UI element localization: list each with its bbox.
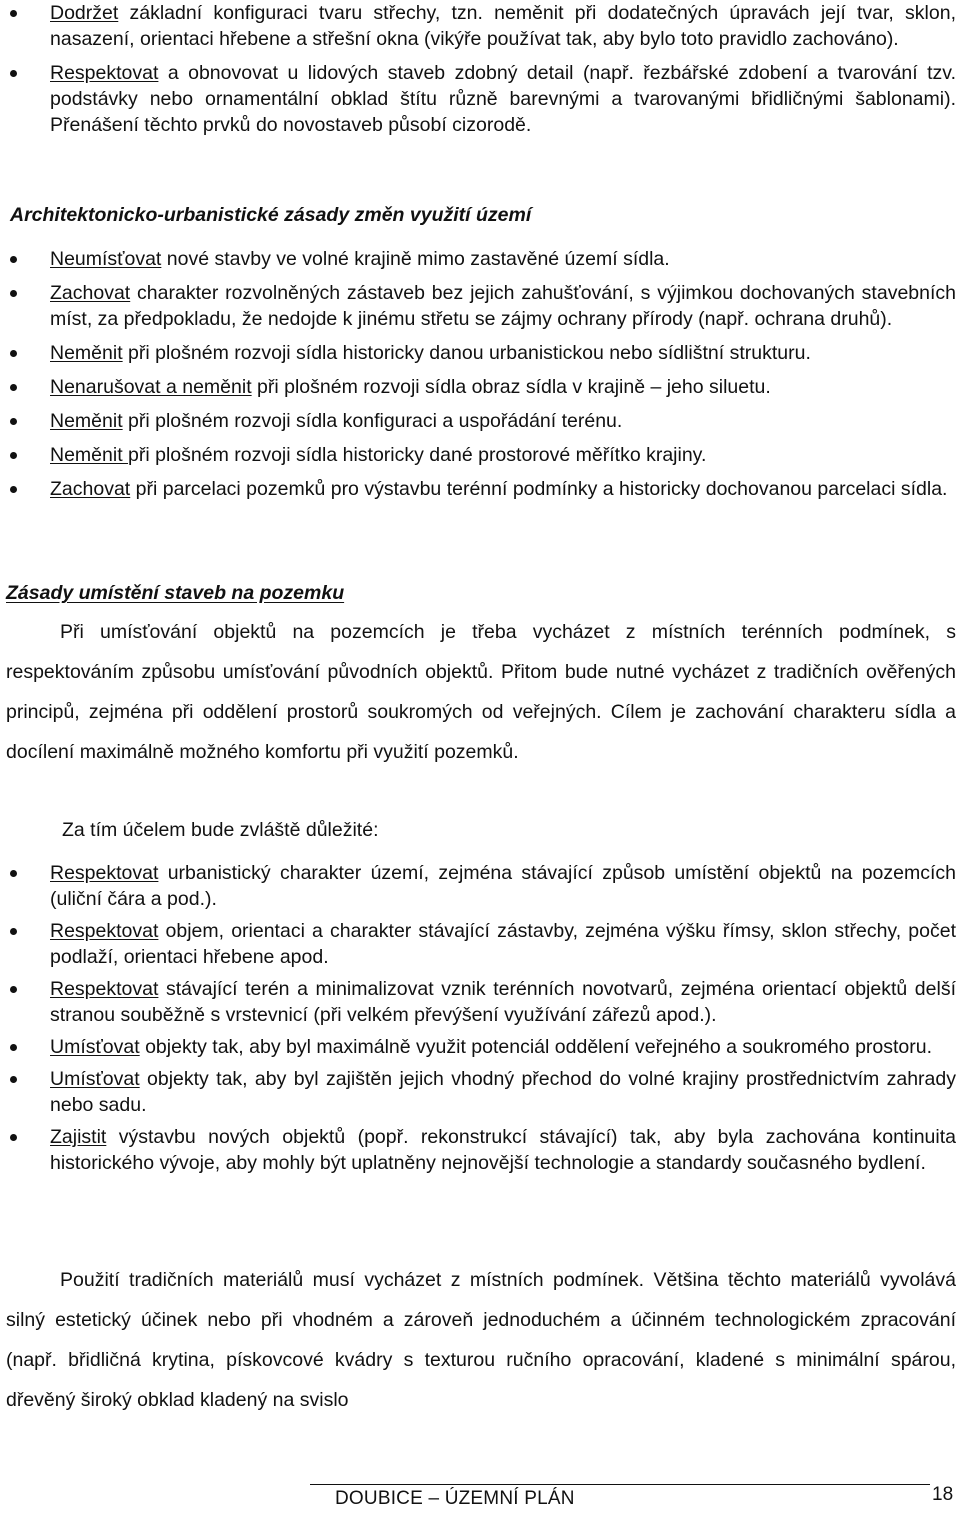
bullet-text: a obnovovat u lidových staveb zdobný detail (např. řezbářské zdobení a tvarování tzv. podstávky nebo ornamentální obklad štítu různě barevnými a tvarovanými břidličnými šablonami). Přenášení těchto prvků do novostaveb působí cizorodě. bbox=[50, 62, 956, 136]
bullet-lead: Neumísťovat bbox=[50, 248, 162, 270]
bullet-lead: Respektovat bbox=[50, 862, 159, 884]
bullet-text: charakter rozvolněných zástaveb bez jejich zahušťování, s výjimkou dochovaných stavebních míst, za předpokladu, že nedojde k jinému střetu se zájmy ochrany přírody (např. ochrana druhů). bbox=[50, 282, 956, 330]
materials-paragraph bbox=[6, 1260, 956, 1420]
bullet-lead: Zachovat bbox=[50, 478, 131, 500]
bullet-text: při parcelaci pozemků pro výstavbu terénní podmínky a historicky dochovanou parcelaci sídla. bbox=[130, 478, 948, 500]
footer-title: DOUBICE – ÚZEMNÍ PLÁN bbox=[335, 1488, 575, 1509]
list-item bbox=[0, 374, 960, 400]
bullet-text: při plošném rozvoji sídla obraz sídla v krajině – jeho siluetu. bbox=[251, 376, 771, 398]
bullet-text: základní konfiguraci tvaru střechy, tzn. neměnit při dodatečných úpravách její tvar, sklon, nasazení, orientaci hřebene a střešní okna (vikýře používat tak, aby bylo toto pravidlo zachováno). bbox=[50, 2, 956, 50]
list-item bbox=[0, 476, 960, 502]
bullet-text: objem, orientaci a charakter stávající zástavby, zejména výšku římsy, sklon střechy, počet podlaží, orientaci hřebene apod. bbox=[50, 920, 956, 968]
section-heading-urbanism: Architektonicko-urbanistické zásady změn využití území bbox=[10, 204, 532, 226]
section-heading-placement: Zásady umístění staveb na pozemku bbox=[6, 582, 345, 604]
list-item bbox=[0, 1124, 960, 1176]
bullet-lead: Umísťovat bbox=[50, 1036, 140, 1058]
placement-intro: Za tím účelem bude zvláště důležité: bbox=[62, 819, 379, 841]
bullet-text: výstavbu nových objektů (popř. rekonstrukcí stávající) tak, aby byla zachována kontinuita historického vývoje, aby mohly být uplatněny nejnovější technologie a standardy současného bydlení. bbox=[50, 1126, 956, 1174]
list-item bbox=[0, 60, 960, 138]
bullet-text: při plošném rozvoji sídla historicky danou urbanistickou nebo sídlištní strukturu. bbox=[122, 342, 811, 364]
bullet-lead: Dodržet bbox=[50, 2, 119, 24]
list-item bbox=[0, 442, 960, 468]
list-item bbox=[0, 860, 960, 912]
bullet-lead: Respektovat bbox=[50, 978, 159, 1000]
bullet-lead: Nenarušovat a neměnit bbox=[50, 376, 252, 398]
bullet-text: objekty tak, aby byl maximálně využit potenciál oddělení veřejného a soukromého prostoru. bbox=[139, 1036, 933, 1058]
bullet-text: objekty tak, aby byl zajištěn jejich vhodný přechod do volné krajiny prostřednictvím zahrady nebo sadu. bbox=[50, 1068, 956, 1116]
bullet-lead: Respektovat bbox=[50, 62, 159, 84]
list-item bbox=[0, 0, 960, 52]
list-item bbox=[0, 408, 960, 434]
bullet-lead: Neměnit bbox=[50, 444, 129, 466]
list-item bbox=[0, 246, 960, 272]
bullet-lead: Zachovat bbox=[50, 282, 131, 304]
list-item bbox=[0, 918, 960, 970]
bullet-lead: Neměnit bbox=[50, 410, 123, 432]
list-item bbox=[0, 976, 960, 1028]
bullet-text: urbanistický charakter území, zejména stávající způsob umístění objektů na pozemcích (uliční čára a pod.). bbox=[50, 862, 956, 910]
placement-paragraph bbox=[6, 612, 956, 772]
list-item bbox=[0, 1066, 960, 1118]
paragraph-text: Při umísťování objektů na pozemcích je třeba vycházet z místních terénních podmínek, s respektováním způsobu umísťování původních objektů. Přitom bude nutné vycházet z tradičních ověřených principů, zejména při oddělení prostorů soukromých od veřejných. Cílem je zachování charakteru sídla a docílení maximálně možného komfortu při využití pozemků. bbox=[6, 621, 956, 763]
urbanism-bullet-list bbox=[0, 246, 960, 502]
bullet-text: nové stavby ve volné krajině mimo zastavěné území sídla. bbox=[161, 248, 670, 270]
footer-rule bbox=[310, 1484, 930, 1485]
placement-bullet-list bbox=[0, 860, 960, 1176]
bullet-lead: Respektovat bbox=[50, 920, 159, 942]
bullet-text: při plošném rozvoji sídla konfiguraci a uspořádání terénu. bbox=[122, 410, 623, 432]
bullet-lead: Umísťovat bbox=[50, 1068, 140, 1090]
top-bullet-list bbox=[0, 0, 960, 138]
list-item bbox=[0, 1034, 960, 1060]
bullet-text: stávající terén a minimalizovat vznik terénních novotvarů, zejména orientací objektů delší stranou souběžně s vrstevnicí (při velkém převýšení využívání zářezů apod.). bbox=[50, 978, 956, 1026]
bullet-lead: Neměnit bbox=[50, 342, 123, 364]
list-item bbox=[0, 340, 960, 366]
bullet-text: při plošném rozvoji sídla historicky dané prostorové měřítko krajiny. bbox=[128, 444, 707, 466]
paragraph-text: Použití tradičních materiálů musí vycházet z místních podmínek. Většina těchto materiálů vyvolává silný estetický účinek nebo při vhodném a zároveň jednoduchém a účinném technologickém zpracování (např. břidličná krytina, pískovcové kvádry s texturou ručního opracování, kladené s minimální spárou, dřevěný široký obklad kladený na svislo bbox=[6, 1269, 956, 1411]
page-number: 18 bbox=[932, 1484, 954, 1505]
list-item bbox=[0, 280, 960, 332]
bullet-lead: Zajistit bbox=[50, 1126, 107, 1148]
